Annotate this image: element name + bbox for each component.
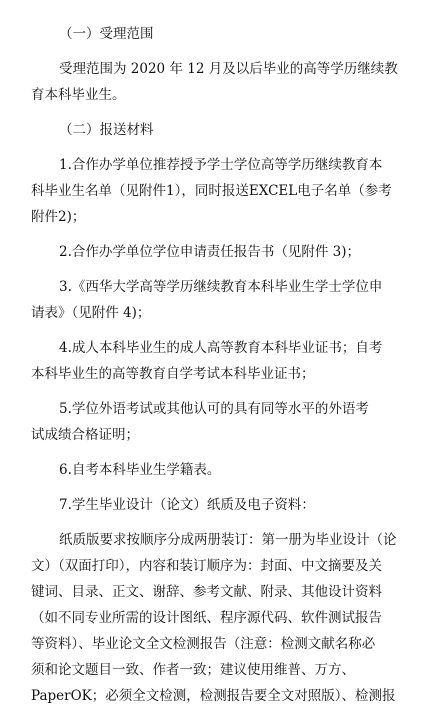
- paragraph-line: 育本科毕业生。: [31, 87, 126, 103]
- paragraph-line: 7.学生毕业设计（论文）纸质及电子资料：: [59, 497, 315, 513]
- paragraph-line: 本科毕业生的高等教育自学考试本科毕业证书；: [31, 366, 315, 382]
- material-item-3: [31, 274, 413, 326]
- material-item-4: [31, 335, 413, 387]
- paper-version-paragraph: [31, 527, 413, 709]
- material-item-1: [31, 152, 413, 230]
- paragraph-line: （如不同专业所需的设计图纸、程序源代码、软件测试报告: [31, 610, 382, 626]
- material-item-2: [31, 239, 413, 265]
- section-materials: [31, 117, 413, 709]
- section-heading-materials: （二）报送材料: [59, 122, 154, 138]
- scope-paragraph: [31, 56, 413, 108]
- paragraph-line: 6.自考本科毕业生学籍表。: [59, 462, 221, 478]
- material-item-6: [31, 457, 413, 483]
- paragraph-line: 试成绩合格证明；: [31, 427, 139, 443]
- paragraph-line: 5.学位外语考试或其他认可的具有同等水平的外语考: [59, 401, 369, 417]
- section-heading-scope: （一）受理范围: [59, 26, 154, 42]
- paragraph-line: 等资料）、毕业论文全文检测报告（注意：检测文献名称必: [31, 636, 376, 652]
- material-item-7: [31, 492, 413, 518]
- paragraph-line: 文）（双面打印），内容和装订顺序为：封面、中文摘要及关: [31, 558, 382, 574]
- paragraph-line: 须和论文题目一致、作者一致；建议使用维普、万方、: [31, 662, 355, 678]
- paragraph-line: 2.合作办学单位学位申请责任报告书（见附件 3)；: [59, 244, 361, 260]
- paragraph-line: PaperOK；必须全文检测，检测报告要全文对照版）、检测报: [31, 688, 396, 704]
- paragraph-line: 科毕业生名单（见附件1），同时报送EXCEL电子名单（参考: [31, 183, 392, 199]
- paragraph-line: 3.《西华大学高等学历继续教育本科毕业生学士学位申: [59, 279, 383, 295]
- paragraph-line: 纸质版要求按顺序分成两册装订：第一册为毕业设计（论: [59, 532, 397, 548]
- section-scope: [31, 21, 413, 108]
- paragraph-line: 受理范围为 2020 年 12 月及以后毕业的高等学历继续教: [59, 61, 398, 77]
- paragraph-line: 1.合作办学单位推荐授予学士学位高等学历继续教育本: [59, 157, 383, 173]
- paragraph-line: 附件2)；: [31, 209, 86, 225]
- paragraph-line: 4.成人本科毕业生的成人高等教育本科毕业证书；自考: [59, 340, 383, 356]
- paragraph-line: 键词、目录、正文、谢辞、参考文献、附录、其他设计资料: [31, 584, 382, 600]
- paragraph-line: 请表》（见附件 4)；: [31, 305, 151, 321]
- material-item-5: [31, 396, 413, 448]
